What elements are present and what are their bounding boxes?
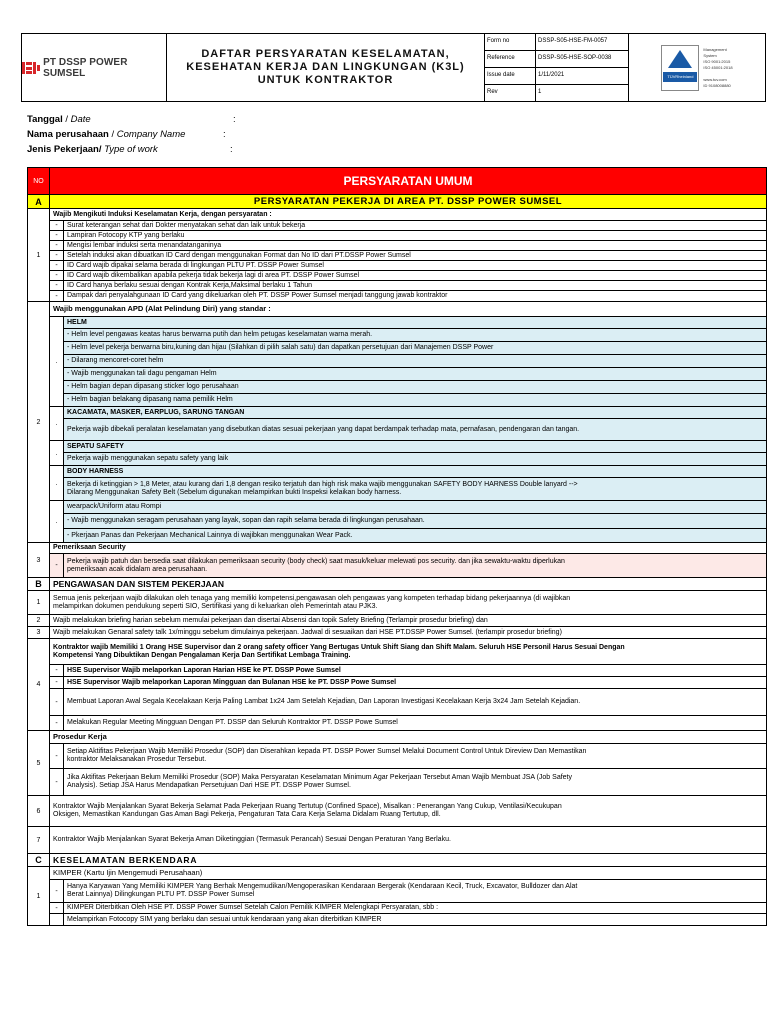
info-label-italic: Company Name [116, 129, 186, 140]
apd-harness-group [50, 466, 766, 501]
bullet: . [50, 317, 64, 406]
info-label: Tanggal [27, 114, 63, 125]
title-line-1: DAFTAR PERSYARATAN KESELAMATAN, [201, 48, 450, 60]
list-item: - Dilarang mencoret-coret helm [67, 357, 164, 364]
list-item: - ID Card wajib dipakai selama berada di lingkungan PLTU PT. DSSP Power Sumsel [50, 261, 766, 271]
meta-row [485, 68, 628, 85]
list-item: - ID Card hanya berlaku sesuai dengan Kontrak Kerja,Maksimal berlaku 1 Tahun [50, 281, 766, 291]
cert-line: Management [703, 46, 727, 52]
document-meta [485, 34, 629, 101]
item-title-row [50, 302, 766, 317]
apd-heading: wearpack/Uniform atau Rompi [67, 503, 162, 510]
meta-row [485, 51, 628, 68]
item-title: Wajib Mengikuti Induksi Keselamatan Kerja, dengan persyaratan : [53, 210, 272, 218]
document-header [21, 33, 766, 102]
apd-sepatu-group [50, 441, 766, 466]
item-c1: 1 KIMPER (Kartu Ijin Mengemudi Perusahaan) - Hanya Karyawan Yang Memiliki KIMPER Yang Berhak Mengemudikan/Mengoperasikan Kendaraan Bergerak (Kendaraan Kecil, Truck, Excavator, Bulldozer dan Alat Berat Lainnya) Dilingkungan PLTU PT. DSSP Power Sumsel - KIMPER Diterbitkan Oleh HSE PT. DSSP Power Sumsel Setelah Calon Pemilik KIMPER Melengkapi Persyaratan, sbb : Melampirkan Fotocopy SIM yang berlaku dan sesuai untuk kendaraan yang akan diterbitkan KIMPER [28, 867, 766, 925]
list-item: - ID Card wajib dikembalikan apabila pekerja tidak bekerja lagi di area PT. DSSP Power Sumsel [50, 271, 766, 281]
info-label-italic: Date [70, 114, 91, 125]
info-colon: : [230, 144, 233, 155]
list-item: - Helm level pekerja berwarna biru,kuning dan hijau (Silahkan di pilih salah satu) dan dapatkan persetujuan dari Manajemen DSSP Power [67, 344, 494, 351]
info-company: Nama perusahaan / Company Name : [27, 129, 226, 140]
bullet: . [50, 407, 64, 440]
list-item: - Helm level pengawas keatas harus berwarna putih dan helm petugas keselamatan warna merah. [67, 331, 373, 338]
apd-heading: BODY HARNESS [67, 467, 124, 475]
item-title-row [50, 209, 766, 221]
section-title: PENGAWASAN DAN SISTEM PEKERJAAN [53, 579, 224, 589]
form-info [27, 112, 267, 157]
list-item: - Pkerjaan Panas dan Pekerjaan Mechanical Lainnya di wajibkan menggunakan Wear Pack. [67, 531, 353, 539]
cert-line: ISO 9001:2015 [703, 58, 731, 64]
no-column-header: NO [28, 168, 50, 194]
list-item: - Lampiran Fotocopy KTP yang berlaku [50, 231, 766, 241]
bullet: . [50, 466, 64, 500]
requirements-table [27, 167, 767, 926]
item-a3 [28, 543, 766, 578]
section-a-header [28, 195, 766, 209]
apd-wearpack-group [50, 501, 766, 542]
section-title: PERSYARATAN PEKERJA DI AREA PT. DSSP POWER SUMSEL [253, 195, 563, 207]
list-item: - Wajib menggunakan seragam perusahaan yang layak, sopan dan rapih selama berada di lingkungan perusahaan. [67, 517, 425, 524]
item-number: 1 [28, 209, 50, 301]
meta-value: 1/11/2021 [538, 72, 565, 78]
bullet: - [50, 554, 64, 577]
item-b7: 7 Kontraktor Wajib Menjalankan Syarat Bekerja Aman Diketinggian (Termasuk Perancah) Sesuai Dengan Peraturan Yang Berlaku. [28, 827, 766, 854]
company-logo [22, 34, 167, 101]
item-b4: 4 Kontraktor wajib Memiliki 1 Orang HSE Supervisor dan 2 orang safety officer Yang Bertugas Untuk Shift Siang dan Shift Malam. Seluruh HSE Personil Harus Sesuai Dengan Kompetensi Yang Dibuktikan Dengan Pengalaman Kerja Dan Sertifikat Lembaga Training. - HSE Supervisor Wajib melaporkan Laporan Harian HSE ke PT. DSSP Powe Sumsel - HSE Supervisor Wajib melaporkan Laporan Mingguan dan Bulanan HSE ke PT. DSSP Powe Sumsel - Membuat Laporan Awal Segala Kecelakaan Kerja Paling Lambat 1x24 Jam Setelah Kejadian, Dan Laporan Investigasi Kecelakaan Kerja 3x24 Jam Setelah Kejadian. - Melakukan Regular Meeting Mingguan Dengan PT. DSSP dan Seluruh Kontraktor PT. DSSP Powe Sumsel [28, 639, 766, 731]
list-item: - Mengisi lembar induksi serta menandatanganinya [50, 241, 766, 251]
info-label: Nama perusahaan [27, 129, 109, 140]
info-colon: : [233, 114, 236, 125]
item-title: Wajib menggunakan APD (Alat Pelindung Diri) yang standar : [53, 304, 271, 313]
section-letter: C [28, 854, 50, 866]
item-number: 1 [28, 867, 50, 925]
info-label: Jenis Pekerjaan/ [27, 144, 102, 155]
section-c-header [28, 854, 766, 867]
meta-value: DSSP-S05-HSE-FM-0057 [538, 38, 608, 44]
list-item: Pekerja wajib dibekali peralatan keselamatan yang disebutkan diatas sesuai pekerjaan yang dapat berdampak terhadap mata, pernafasan, pendengaran dan tangan. [67, 425, 580, 433]
title-line-3: UNTUK KONTRAKTOR [257, 74, 394, 86]
item-number: 2 [28, 302, 50, 542]
meta-row [485, 34, 628, 51]
item-b6: 6 Kontraktor Wajib Menjalankan Syarat Bekerja Selamat Pada Pekerjaan Ruang Tertutup (Confined Space), Misalkan : Penerangan Yang Cukup, Ventilasi/Kecukupan Oksigen, Memastikan Kandungan Gas Aman Bagi Pekerja, Pengaturan Tata Cara Kerja Selama Didalam Ruang Tertutup, dll. [28, 796, 766, 827]
certification-block [629, 34, 765, 101]
item-b3: 3 Wajib melakukan Genaral safety talk 1x/minggu sebelum dimulainya pekerjaan. Jadwal di sesuaikan dari HSE PT.DSSP Power Sumsel. (terlampir prosedur briefing) [28, 627, 766, 639]
info-date: Tanggal / Date : [27, 114, 236, 125]
meta-value: DSSP-S05-HSE-SOP-0038 [538, 55, 612, 61]
info-colon: : [223, 129, 226, 140]
list-item: - Helm bagian belakang dipasang nama pemilik Helm [67, 396, 233, 403]
info-label-italic: Type of work [104, 144, 158, 155]
tuv-certified-icon [661, 45, 699, 91]
section-letter: B [28, 578, 50, 590]
item-b1: 1 Semua jenis pekerjaan wajib dilakukan oleh tenaga yang memiliki kompetensi,pengawasan oleh pengawas yang kompeten terhadap bidang pekerjaannya (di wajibkan melampirkan dokumen pendukung seperti SIO, Sertifikasi yang di keluarkan oleh Pemerintah atau PJK3. [28, 591, 766, 615]
list-item: - Helm bagian depan dipasang sticker logo perusahaan [67, 383, 239, 390]
list-item: - Surat keterangan sehat dari Dokter menyatakan sehat dan laik untuk bekerja [50, 221, 766, 231]
bullet: . [50, 501, 64, 542]
cert-line: System [703, 52, 717, 58]
list-item: - Setelah induksi akan dibuatkan ID Card dengan menggunakan Format dan No ID dari PT.DSSP Power Sumsel [50, 251, 766, 261]
section-b-header [28, 578, 766, 591]
meta-key: Rev [485, 85, 536, 102]
bullet: . [50, 441, 64, 465]
item-number: 5 [28, 731, 50, 795]
main-header: PERSYARATAN UMUM [343, 174, 473, 188]
cert-line: ISO 45001:2018 [703, 64, 733, 70]
list-item: Pekerja wajib menggunakan sepatu safety yang laik [67, 455, 229, 462]
table-header [28, 168, 766, 195]
info-work-type [27, 142, 267, 157]
apd-helm-group [50, 317, 766, 407]
cert-badge-label: TÜVRheinland CERTIFIED [663, 72, 697, 82]
meta-value: 1 [538, 89, 542, 95]
cert-line: www.tuv.com [703, 76, 727, 82]
apd-heading: HELM [67, 318, 87, 326]
apd-heading: KACAMATA, MASKER, EARPLUG, SARUNG TANGAN [67, 408, 245, 416]
meta-key: Reference [485, 51, 536, 67]
meta-row [485, 85, 628, 102]
item-b2: 2 Wajib melakukan briefing harian sebelum memulai pekerjaan dan disertai Absensi dan topik Safety Briefing (Terlampir prosedur briefing) dan [28, 615, 766, 627]
cert-text [703, 47, 732, 89]
item-a1 [28, 209, 766, 302]
list-item: - Dampak dari penyalahgunaan ID Card yang dikeluarkan oleh PT. DSSP Power Sumsel menjadi tanggung jawab kontraktor [50, 291, 766, 301]
cert-line: ID 9108008880 [703, 82, 731, 88]
item-title: Pemeriksaan Security [53, 544, 126, 551]
apd-kacamata-group [50, 407, 766, 441]
company-name: PT DSSP POWER SUMSEL [43, 56, 128, 79]
list-item: Pekerja wajib patuh dan bersedia saat dilakukan pemeriksaan security (body check) saat masuk/keluar melewati pos security. dan jika sewaktu-waktu diperlukan pemeriksaan acak didalam area perusahaan. [67, 557, 565, 573]
company-logo-icon [22, 61, 39, 75]
item-a2 [28, 302, 766, 543]
meta-key: Issue date [485, 68, 536, 84]
item-b5: 5 Prosedur Kerja - Setiap Aktifitas Pekerjaan Wajib Memiliki Prosedur (SOP) dan Diserahkan kepada PT. DSSP Power Sumsel Melalui Document Control Untuk Direview Dan Memastikan kontraktor Melaksanakan Prosedur Tersebut. - Jika Aktifitas Pekerjaan Belum Memiliki Prosedur (SOP) Maka Persyaratan Keselamatan Minimum Agar Pekerjaan Tersebut Aman Wajib Membuat JSA (Job Safety Analysis). Setiap JSA Harus Mendapatkan Persetujuan Dari HSE PT. DSSP Power Sumsel. [28, 731, 766, 796]
title-line-2: KESEHATAN KERJA DAN LINGKUNGAN (K3L) [186, 61, 465, 73]
apd-heading: SEPATU SAFETY [67, 442, 124, 450]
section-letter: A [28, 195, 50, 208]
document-title [167, 34, 485, 101]
item-number: 4 [28, 639, 50, 730]
list-item: Bekerja di ketinggian > 1,8 Meter, atau kurang dari 1,8 dengan resiko terjatuh dan high risk maka wajib menggunakan SAFETY BODY HARNESS Double lanyard --> Dilarang Menggunakan Safety Belt (Sebelum digunakan melampirkan bukti Inspeksi kelaikan body harness. [67, 481, 578, 496]
list-item: - Wajib menggunakan tali dagu pengaman Helm [67, 370, 217, 377]
item-number: 3 [28, 543, 50, 577]
section-title: KESELAMATAN BERKENDARA [53, 855, 198, 865]
meta-key: Form no [485, 34, 536, 50]
